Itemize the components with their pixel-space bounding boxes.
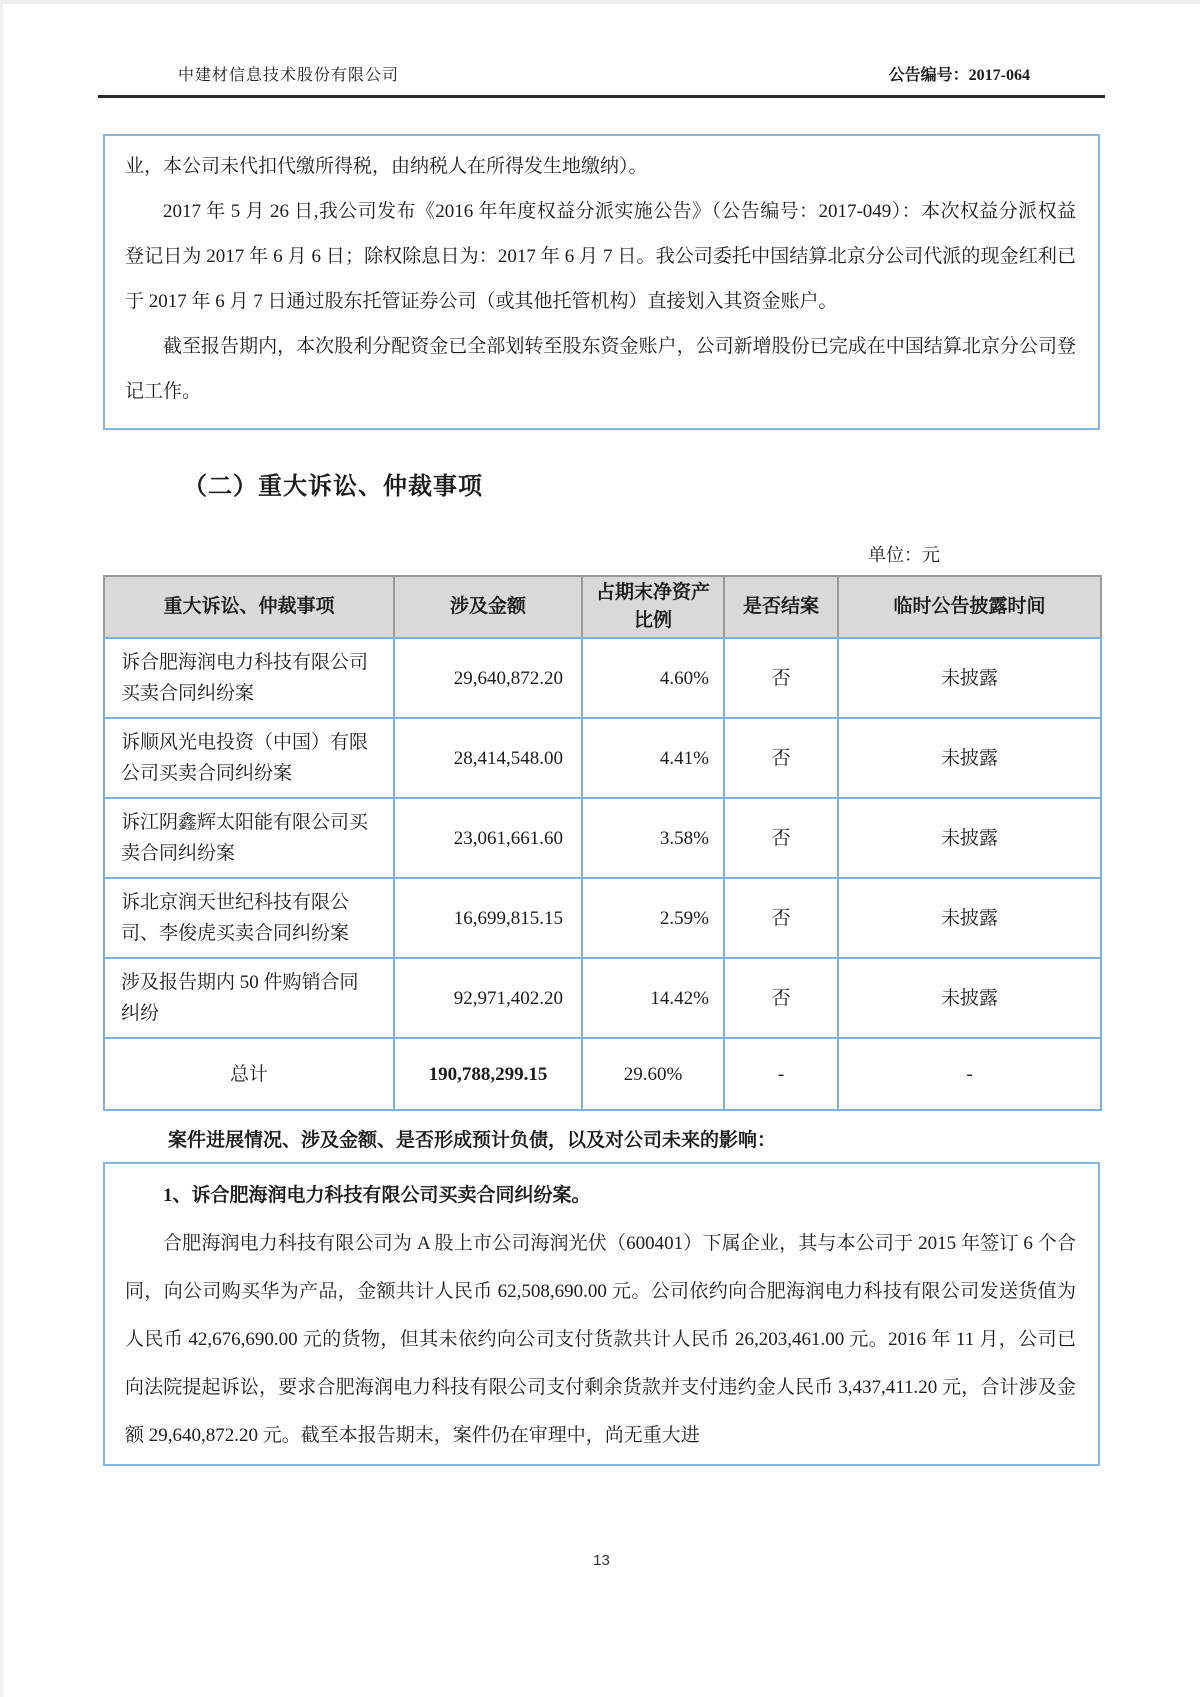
closed-cell: 否 xyxy=(724,958,838,1038)
column-header-case: 重大诉讼、仲裁事项 xyxy=(104,576,394,638)
notice-label: 公告编号： xyxy=(888,67,969,84)
case-paragraph: 合肥海润电力科技有限公司为 A 股上市公司海润光伏（600401）下属企业，其与本公司于 2015 年签订 6 个合同，向公司购买华为产品，金额共计人民币 62,508,690.00 元。公司依约向合肥海润电力科技有限公司发送货值为人民币 42,676,690.00 元的货物，但其未依约向公司支付货款共计人民币 26,203,461.00 元。2016 年 11 月，公司已向法院提起诉讼，要求合肥海润电力科技有限公司支付剩余货款并支付违约金人民币 3,437,411.20 元，合计涉及金额 29,640,872.20 元。截至本报告期末，案件仍在审理中，尚无重大进 xyxy=(125,1233,1076,1446)
closed-cell: 否 xyxy=(724,798,838,878)
total-closed-cell: - xyxy=(724,1038,838,1110)
case-cell: 诉顺风光电投资（中国）有限公司买卖合同纠纷案 xyxy=(104,718,394,798)
ratio-cell: 3.58% xyxy=(582,798,724,878)
ratio-cell: 4.60% xyxy=(582,638,724,718)
amount-cell: 28,414,548.00 xyxy=(394,718,582,798)
amount-cell: 29,640,872.20 xyxy=(394,638,582,718)
dividend-text-box xyxy=(103,134,1100,430)
ratio-cell: 2.59% xyxy=(582,878,724,958)
amount-cell: 23,061,661.60 xyxy=(394,798,582,878)
column-header-ratio: 占期末净资产比例 xyxy=(582,576,724,638)
case-detail-box xyxy=(103,1162,1100,1466)
total-amount-cell: 190,788,299.15 xyxy=(394,1038,582,1110)
unit-label: 单位：元 xyxy=(868,545,940,565)
total-row xyxy=(104,1038,1101,1110)
paragraph: 2017 年 5 月 26 日,我公司发布《2016 年年度权益分派实施公告》（公告编号：2017-049）：本次权益分派权益登记日为 2017 年 6 月 6 日；除权除息日为：2017 年 6 月 7 日。我公司委托中国结算北京分公司代派的现金红利已于 2017 年 6 月 7 日通过股东托管证券公司（或其他托管机构）直接划入其资金账户。 xyxy=(125,201,1076,312)
table-footer xyxy=(104,1038,1101,1110)
total-disclosure-cell: - xyxy=(838,1038,1101,1110)
section-heading: （二）重大诉讼、仲裁事项 xyxy=(183,473,483,500)
amount-cell: 92,971,402.20 xyxy=(394,958,582,1038)
disclosure-cell: 未披露 xyxy=(838,718,1101,798)
table-body xyxy=(104,638,1101,1038)
disclosure-cell: 未披露 xyxy=(838,638,1101,718)
table-header xyxy=(104,576,1101,638)
table-header-row xyxy=(104,576,1101,638)
case-title: 1、诉合肥海润电力科技有限公司买卖合同纠纷案。 xyxy=(163,1185,591,1206)
disclosure-cell: 未披露 xyxy=(838,798,1101,878)
table-row xyxy=(104,798,1101,878)
disclosure-cell: 未披露 xyxy=(838,958,1101,1038)
closed-cell: 否 xyxy=(724,638,838,718)
header-rule xyxy=(98,95,1105,98)
total-ratio-cell: 29.60% xyxy=(582,1038,724,1110)
notice-number xyxy=(889,62,1030,85)
table-row xyxy=(104,958,1101,1038)
closed-cell: 否 xyxy=(724,718,838,798)
column-header-amount: 涉及金额 xyxy=(394,576,582,638)
case-cell: 诉江阴鑫辉太阳能有限公司买卖合同纠纷案 xyxy=(104,798,394,878)
paragraph: 截至报告期内，本次股利分配资金已全部划转至股东资金账户，公司新增股份已完成在中国结算北京分公司登记工作。 xyxy=(125,336,1076,402)
total-label-cell: 总计 xyxy=(104,1038,394,1110)
closed-cell: 否 xyxy=(724,878,838,958)
progress-note: 案件进展情况、涉及金额、是否形成预计负债，以及对公司未来的影响： xyxy=(168,1130,777,1151)
table-row xyxy=(104,718,1101,798)
company-name: 中建材信息技术股份有限公司 xyxy=(178,67,400,84)
disclosure-cell: 未披露 xyxy=(838,878,1101,958)
case-cell: 诉北京润天世纪科技有限公司、李俊虎买卖合同纠纷案 xyxy=(104,878,394,958)
column-header-closed: 是否结案 xyxy=(724,576,838,638)
table-row xyxy=(104,638,1101,718)
case-cell: 诉合肥海润电力科技有限公司买卖合同纠纷案 xyxy=(104,638,394,718)
page-number: 13 xyxy=(593,1552,610,1569)
column-header-disclosure: 临时公告披露时间 xyxy=(838,576,1101,638)
litigation-table xyxy=(103,575,1102,1111)
table-row xyxy=(104,878,1101,958)
ratio-cell: 14.42% xyxy=(582,958,724,1038)
amount-cell: 16,699,815.15 xyxy=(394,878,582,958)
paragraph-continuation: 业，本公司未代扣代缴所得税，由纳税人在所得发生地缴纳）。 xyxy=(125,156,648,177)
case-cell: 涉及报告期内 50 件购销合同纠纷 xyxy=(104,958,394,1038)
document-header xyxy=(178,62,1030,85)
notice-value: 2017-064 xyxy=(968,67,1030,84)
ratio-cell: 4.41% xyxy=(582,718,724,798)
